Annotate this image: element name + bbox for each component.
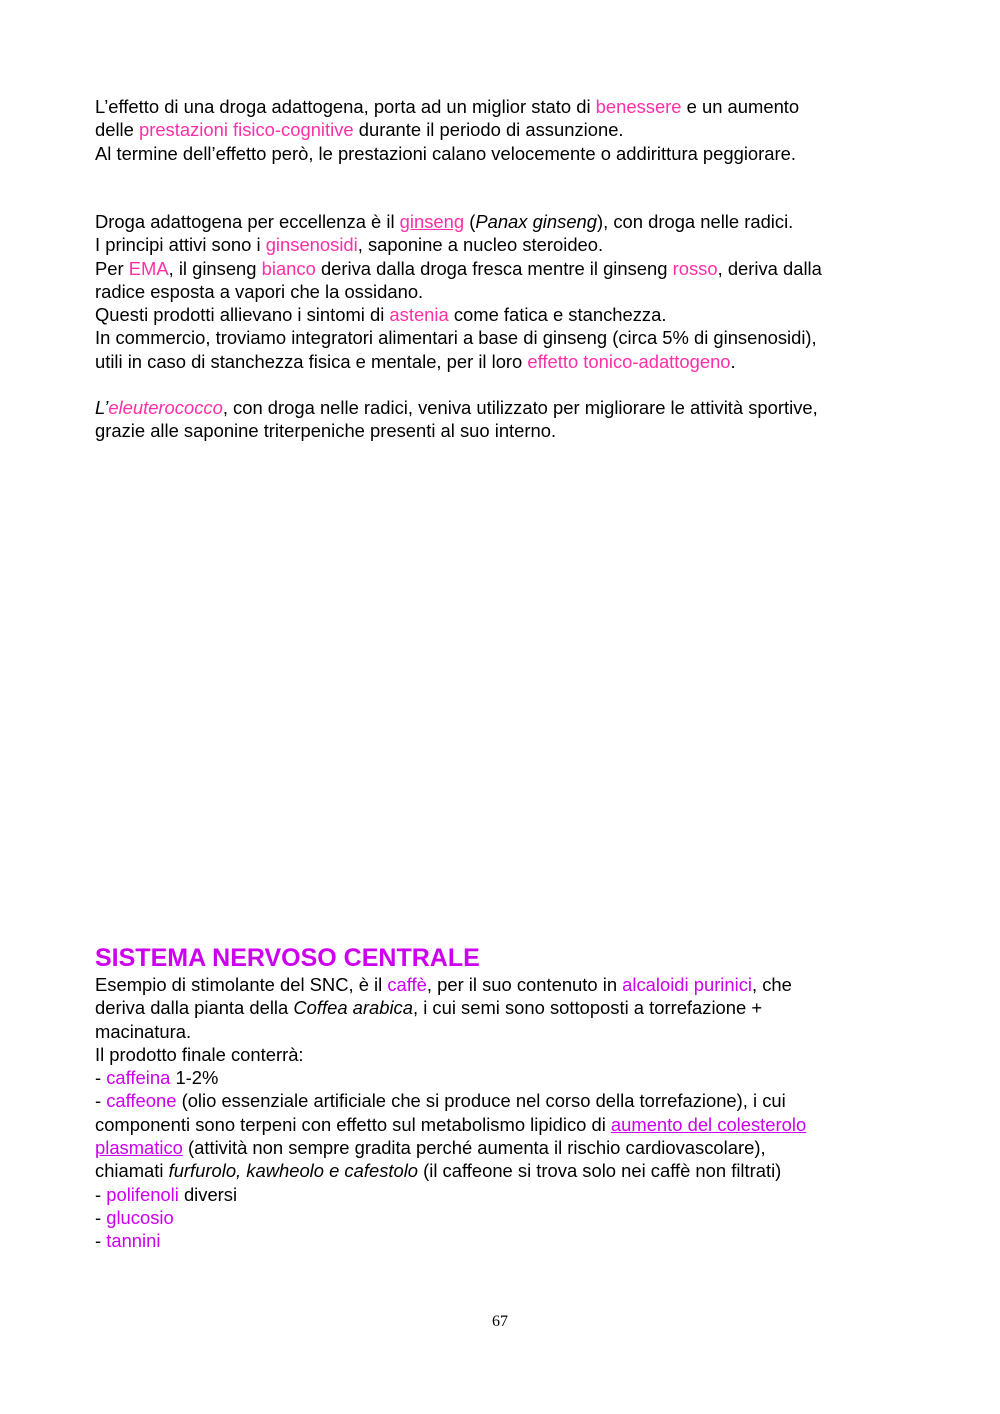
- text: durante il periodo di assunzione.: [353, 119, 624, 141]
- highlight-tannini: tannini: [106, 1230, 161, 1252]
- highlight-astenia: astenia: [389, 304, 449, 326]
- bullet: -: [95, 1090, 107, 1112]
- text: L’: [95, 397, 109, 418]
- list-item: [95, 1183, 915, 1206]
- text: (: [464, 211, 476, 232]
- text: , che: [752, 974, 792, 995]
- list-item: [95, 1089, 915, 1112]
- text: chiamati: [95, 1160, 169, 1182]
- text-line: [95, 396, 915, 419]
- highlight-benessere: benessere: [595, 96, 682, 117]
- text: Per: [95, 257, 129, 279]
- link-plasmatico[interactable]: plasmatico: [95, 1137, 183, 1159]
- text-line: [95, 210, 915, 233]
- text: , per il suo contenuto in: [426, 974, 623, 995]
- species-name: Coffea arabica: [293, 997, 413, 1019]
- highlight-prestazioni: prestazioni fisico-cognitive: [138, 119, 354, 141]
- highlight-caffeone: caffeone: [106, 1090, 177, 1112]
- text: .: [730, 350, 736, 372]
- text-line: Il prodotto finale conterrà:: [95, 1043, 304, 1065]
- text-line: grazie alle saponine triterpeniche presenti al suo interno.: [95, 420, 557, 442]
- text: componenti sono terpeni con effetto sul metabolismo lipidico di: [95, 1113, 611, 1135]
- text: delle: [95, 119, 139, 141]
- compound-names: furfurolo, kawheolo e cafestolo: [168, 1160, 419, 1182]
- text-line: [95, 118, 915, 141]
- text: come fatica e stanchezza.: [448, 304, 667, 326]
- text-line: [95, 350, 915, 373]
- text: Esempio di stimolante del SNC, è il: [95, 974, 388, 995]
- text: deriva dalla droga fresca mentre il ginseng: [315, 257, 673, 279]
- highlight-effetto-tonico: effetto tonico-adattogeno: [527, 350, 731, 372]
- text: Questi prodotti allievano i sintomi di: [95, 304, 390, 326]
- text: (il caffeone si trova solo nei caffè non filtrati): [418, 1160, 782, 1182]
- highlight-ema: EMA: [128, 257, 169, 279]
- text-line: [95, 95, 915, 118]
- text-line: radice esposta a vapori che la ossidano.: [95, 280, 424, 302]
- text-line: Al termine dell’effetto però, le prestazioni calano velocemente o addirittura peggiorare.: [95, 142, 796, 164]
- highlight-caffe: caffè: [387, 974, 427, 995]
- text-line: [95, 996, 915, 1019]
- paragraph-adaptogen-effect: [95, 95, 915, 165]
- text-line: In commercio, troviamo integratori alimentari a base di ginseng (circa 5% di ginsenosidi),: [95, 327, 817, 349]
- highlight-rosso: rosso: [672, 257, 718, 279]
- text: , con droga nelle radici, veniva utilizzato per migliorare le attività sportive,: [222, 397, 818, 418]
- bullet: -: [95, 1230, 107, 1252]
- text-line: [95, 233, 915, 256]
- text: 1-2%: [170, 1067, 219, 1089]
- text: deriva dalla pianta della: [95, 997, 294, 1019]
- text: diversi: [178, 1183, 238, 1205]
- text: , i cui semi sono sottoposti a torrefazione +: [412, 997, 763, 1019]
- text-line: [95, 1136, 915, 1159]
- paragraph-snc: [95, 973, 915, 1253]
- highlight-ginsenosidi: ginsenosidi: [265, 234, 358, 256]
- text-line: [95, 257, 915, 280]
- species-name: Panax ginseng: [475, 211, 598, 232]
- text-line: [95, 973, 915, 996]
- highlight-glucosio: glucosio: [106, 1206, 174, 1228]
- text-line: [95, 1159, 915, 1182]
- text-line: [95, 1113, 915, 1136]
- link-ginseng[interactable]: ginseng: [399, 211, 465, 232]
- text: L’effetto di una droga adattogena, porta ad un miglior stato di: [95, 96, 596, 117]
- paragraph-eleuterococco: [95, 396, 915, 443]
- text: utili in caso di stanchezza fisica e mentale, per il loro: [95, 350, 528, 372]
- link-colesterolo[interactable]: aumento del colesterolo: [610, 1113, 807, 1135]
- text: ), con droga nelle radici.: [597, 211, 794, 232]
- bullet: -: [95, 1067, 107, 1089]
- text: e un aumento: [681, 96, 800, 117]
- paragraph-ginseng: [95, 210, 915, 373]
- section-title: SISTEMA NERVOSO CENTRALE: [95, 944, 480, 972]
- text-line: macinatura.: [95, 1020, 192, 1042]
- text: (attività non sempre gradita perché aumenta il rischio cardiovascolare),: [182, 1137, 766, 1159]
- bullet: -: [95, 1183, 107, 1205]
- highlight-bianco: bianco: [261, 257, 316, 279]
- text: Droga adattogena per eccellenza è il: [95, 211, 400, 232]
- highlight-polifenoli: polifenoli: [106, 1183, 179, 1205]
- text-line: [95, 303, 915, 326]
- text: I principi attivi sono i: [95, 234, 266, 256]
- list-item: [95, 1206, 915, 1229]
- bullet: -: [95, 1206, 107, 1228]
- highlight-caffeina: caffeina: [106, 1067, 171, 1089]
- list-item: [95, 1229, 915, 1252]
- text: , saponine a nucleo steroideo.: [357, 234, 604, 256]
- text: (olio essenziale artificiale che si produce nel corso della torrefazione), i cui: [176, 1090, 786, 1112]
- page-number: 67: [492, 1313, 508, 1330]
- highlight-alcaloidi: alcaloidi purinici: [622, 974, 752, 995]
- highlight-eleuterococco: eleuterococco: [108, 397, 223, 418]
- text: , deriva dalla: [717, 257, 822, 279]
- text: , il ginseng: [168, 257, 262, 279]
- list-item: [95, 1066, 915, 1089]
